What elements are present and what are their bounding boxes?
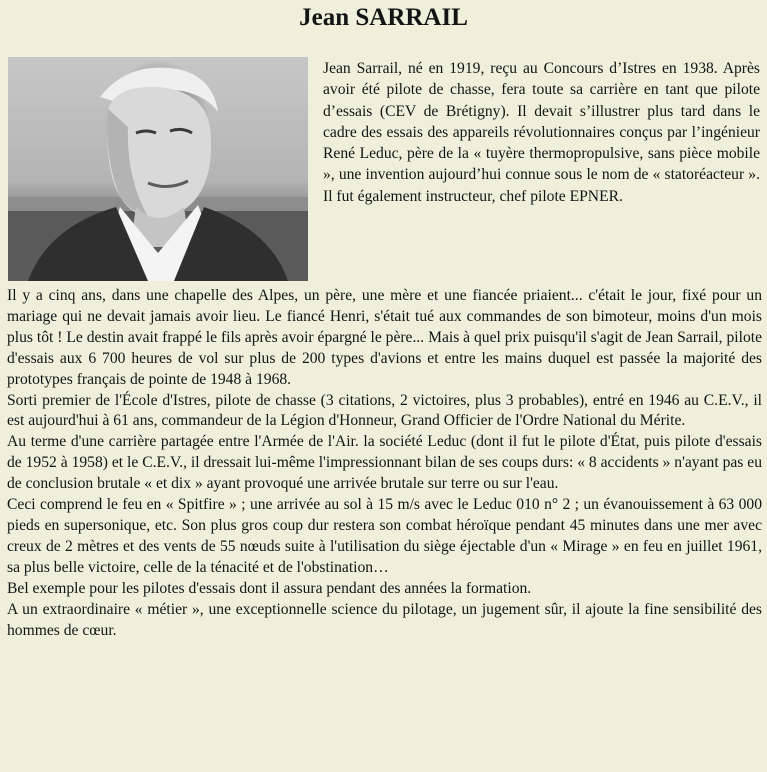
paragraph: Bel exemple pour les pilotes d'essais dont il assura pendant des années la formation.: [7, 579, 532, 597]
paragraph: A un extraordinaire « métier », une exceptionnelle science du pilotage, un jugement sûr, il ajoute la fine sensibilité des hommes de cœur.: [7, 600, 762, 639]
paragraph: Il y a cinq ans, dans une chapelle des Alpes, un père, une mère et une fiancée priaient... c'était le jour, fixé pour un mariage qui ne devait jamais avoir lieu. Le fiancé Henri, s'était tué aux commandes de son bimoteur, moins d'un mois plus tôt ! Le destin avait frappé le fils après avoir épargné le père... Mais à quel prix puisqu'il s'agit de Jean Sarrail, pilote d'essais aux 6 700 heures de vol sur plus de 200 types d'avions et entre les mains duquel est passée la majorité des prototypes français de pointe de 1948 à 1968.: [7, 287, 762, 388]
paragraph: Sorti premier de l'École d'Istres, pilote de chasse (3 citations, 2 victoires, plus 3 probables), entré en 1946 au C.E.V., il est aujourd'hui à 61 ans, commandeur de la Légion d'Honneur, Grand Officier de l'Ordre National du Mérite.: [7, 391, 762, 430]
main-text: [7, 286, 762, 641]
intro-paragraph: Jean Sarrail, né en 1919, reçu au Concours d’Istres en 1938. Après avoir été pilote de chasse, fera toute sa carrière en tant que pilote d’essais (CEV de Brétigny). Il devait s’illustrer plus tard dans le cadre des essais des appareils révolutionnaires conçus par l’ingénieur René Leduc, père de la « tuyère thermopropulsive, sans pièce mobile », une invention aujourd’hui connue sous le nom de « statoréacteur ». Il fut également instructeur, chef pilote EPNER.: [323, 60, 760, 205]
paragraph: Au terme d'une carrière partagée entre l'Armée de l'Air. la société Leduc (dont il fut le pilote d'État, puis pilote d'essais de 1952 à 1958) et le C.E.V., il dressait lui-même l'impressionnant bilan de ses coups durs: « 8 accidents » n'ayant pas eu de conclusion brutale « et dix » ayant provoqué une arrivée brutale sur terre ou sur l'eau.: [7, 433, 762, 493]
portrait-photo: [8, 57, 308, 281]
portrait-illustration: [8, 57, 308, 281]
page-title: Jean SARRAIL: [299, 4, 468, 31]
paragraph: Ceci comprend le feu en « Spitfire » ; une arrivée au sol à 15 m/s avec le Leduc 010 n° 2 ; un évanouissement à 63 000 pieds en supersonique, etc. Son plus gros coup dur restera son combat héroïque pendant 45 minutes dans une mer avec creux de 2 mètres et des vents de 55 nœuds suite à l'utilisation du siège éjectable d'un « Mirage » en feu en juillet 1961, sa plus belle victoire, celle de la ténacité et de l'obstination…: [7, 496, 762, 576]
